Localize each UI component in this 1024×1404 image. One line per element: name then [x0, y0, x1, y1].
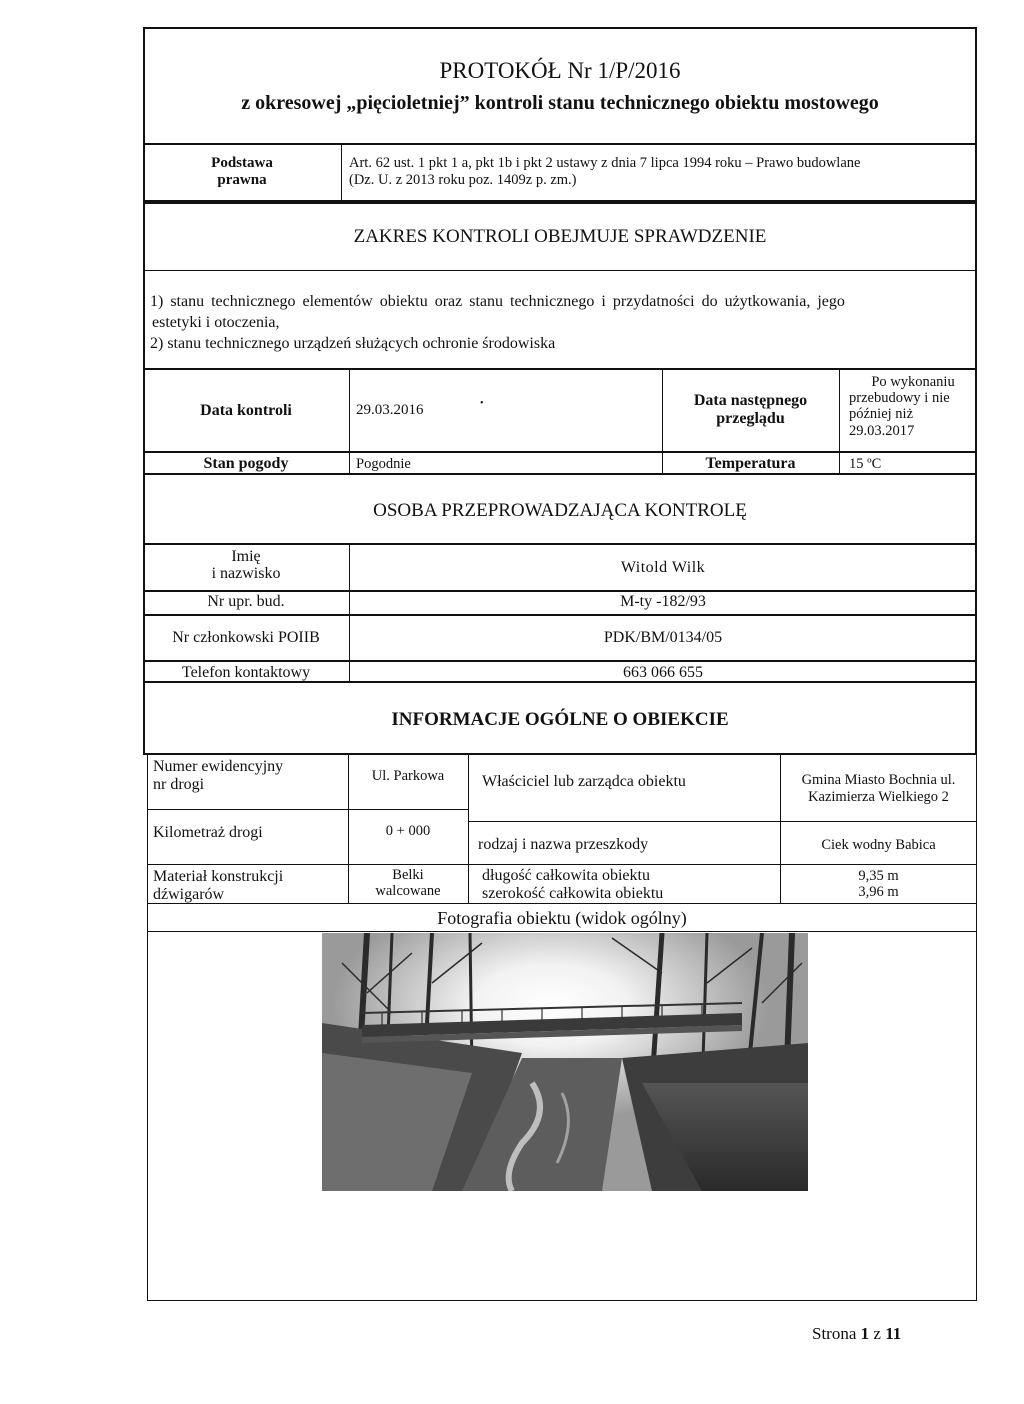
object-row-1-right: [468, 821, 977, 822]
inspection-divider: [143, 451, 977, 453]
inspection-date-value: 29.03.2016: [356, 402, 424, 418]
legal-basis-divider: [341, 145, 342, 202]
photo-caption: Fotografia obiektu (widok ogólny): [437, 908, 687, 928]
inspection-col-1: [349, 370, 350, 475]
inspector-row-2: [143, 614, 977, 616]
owner-label: Właściciel lub zarządca obiektu: [482, 773, 686, 790]
object-info-heading: INFORMACJE OGÓLNE O OBIEKCIE: [391, 709, 729, 730]
inspection-date-label: Data kontroli: [200, 402, 292, 419]
reg-value: Ul. Parkowa: [371, 768, 445, 784]
obstacle-value: Ciek wodny Babica: [821, 837, 936, 853]
reg-label: Numer ewidencyjny nr drogi: [153, 758, 284, 793]
next-inspection-value: Po wykonaniu przebudowy i nie później niż 29.03.2017: [849, 374, 955, 439]
dimensions-label: długość całkowita obiektu szerokość całkowita obiektu: [482, 867, 664, 902]
legal-basis-text: Art. 62 ust. 1 pkt 1 a, pkt 1b i pkt 2 ustawy z dnia 7 lipca 1994 roku – Prawo budowlane (Dz. U. z 2013 roku poz. 1409z p. zm.): [349, 155, 861, 188]
phone-label: Telefon kontaktowy: [181, 664, 311, 681]
bridge-photo-image: [322, 933, 808, 1191]
dimensions-value: 9,35 m 3,96 m: [858, 868, 899, 901]
weather-value: Pogodnie: [356, 456, 411, 472]
license-label: Nr upr. bud.: [207, 593, 285, 610]
object-col-2: [468, 755, 469, 904]
weather-label: Stan pogody: [203, 455, 289, 472]
scope-item-2: 2) stanu technicznego urządzeń służących ochronie środowiska: [150, 334, 556, 352]
inspector-name-value: Witold Wilk: [620, 559, 706, 576]
title-box: [143, 27, 977, 145]
inspection-col-3: [839, 370, 840, 475]
scope-heading: ZAKRES KONTROLI OBEJMUJE SPRAWDZENIE: [353, 226, 767, 247]
object-row-2: [147, 864, 977, 865]
km-value: 0 + 000: [385, 823, 431, 839]
member-label: Nr członkowski POIIB: [172, 629, 320, 646]
temperature-label: Temperatura: [705, 455, 796, 472]
temperature-value: 15 ºC: [849, 456, 882, 472]
scope-list: [150, 292, 972, 354]
phone-value: 663 066 655: [623, 664, 703, 681]
object-row-1: [147, 809, 468, 810]
inspector-heading: OSOBA PRZEPROWADZAJĄCA KONTROLĘ: [373, 500, 747, 521]
km-label: Kilometraż drogi: [153, 824, 263, 841]
scope-divider: [143, 270, 977, 271]
scope-item-1: 1) stanu technicznego elementów obiektu oraz stanu technicznego i przydatności do użytkowania, jego: [150, 293, 845, 310]
page-number: Strona 1 z 11: [812, 1324, 902, 1343]
inspection-mark: •: [480, 398, 484, 409]
photo-caption-divider: [147, 931, 977, 932]
next-inspection-label: Data następnego przeglądu: [693, 392, 808, 428]
protocol-title: PROTOKÓŁ Nr 1/P/2016: [439, 58, 681, 83]
scope-item-1-cont: estetyki i otoczenia,: [152, 313, 280, 331]
inspector-row-3: [143, 660, 977, 662]
protocol-subtitle: z okresowej „pięcioletniej” kontroli stanu technicznego obiektu mostowego: [241, 92, 879, 114]
material-label: Materiał konstrukcji dźwigarów: [153, 868, 284, 903]
member-value: PDK/BM/0134/05: [603, 629, 723, 646]
legal-basis-label: Podstawa prawna: [211, 155, 273, 189]
owner-value: Gmina Miasto Bochnia ul. Kazimierza Wielkiego 2: [801, 772, 956, 805]
inspector-row-1: [143, 590, 977, 592]
bridge-photo: [322, 933, 808, 1191]
obstacle-label: rodzaj i nazwa przeszkody: [478, 836, 649, 853]
material-value: Belki walcowane: [375, 867, 441, 899]
inspector-name-label: Imię i nazwisko: [211, 548, 281, 582]
license-value: M-ty -182/93: [620, 593, 706, 610]
